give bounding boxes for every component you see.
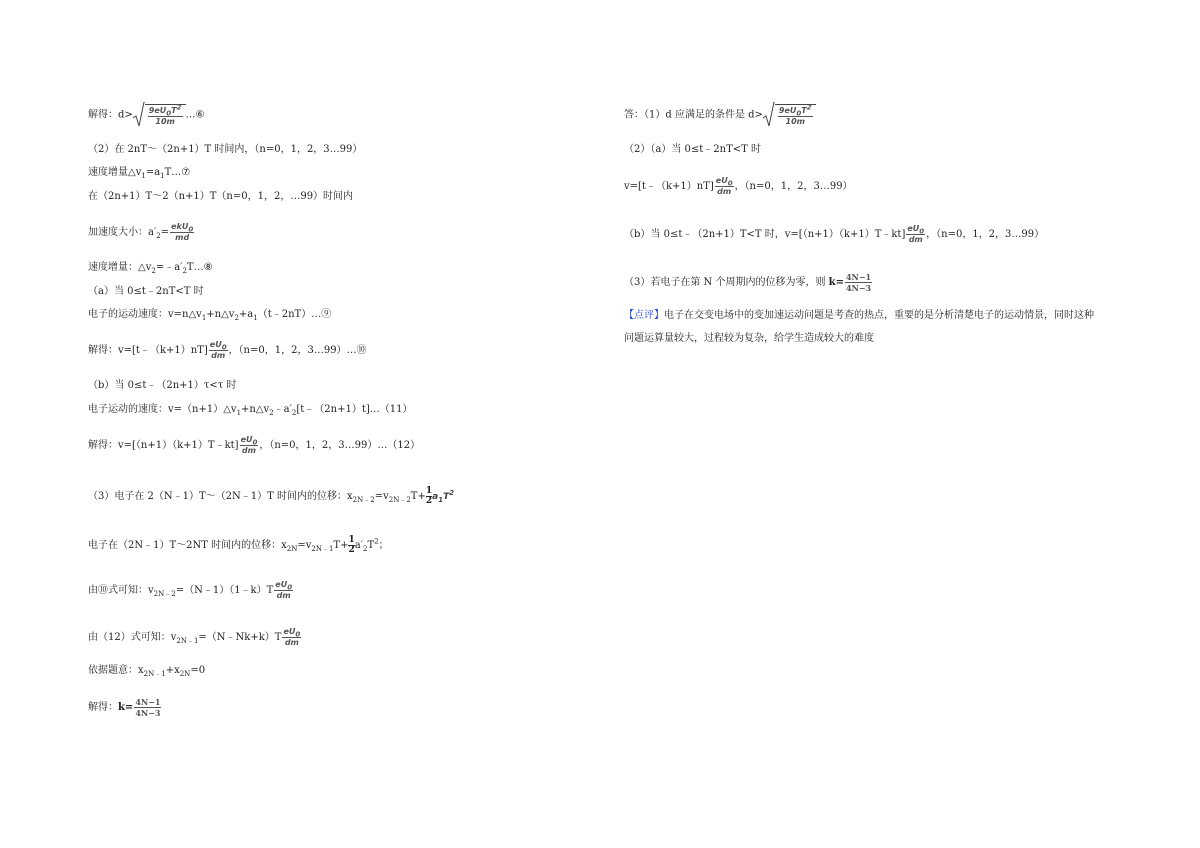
interval-text: 在（2n+1）T～2（n+1）T（n=0，1，2，…99）时间内 (88, 191, 354, 202)
fraction: $\frac{eU_0}{dm}$ (907, 224, 925, 244)
answer-2a: v=[t﹣（k+1）nT] $\frac{eU_0}{dm}$ ，（n=0，1，2，3…99） (624, 176, 853, 196)
equation-7: 速度增量$\triangle v_1=a_1T\dots ⑦$ (88, 167, 191, 180)
step-2-heading: （2）在 2nT～（2n+1）T 时间内，（n=0，1，2，3…99） (88, 144, 363, 155)
fraction: $\frac{4N-1}{4N-3}$ (845, 272, 872, 293)
comment-tag: 【点评】 (624, 310, 664, 321)
velocity-2n-2: 由⑩式可知：$v_{2N﹣2}=(N﹣1)(1﹣k)T$ $\frac{eU_0}{dm}$ (88, 580, 293, 600)
condition-equation: 依据题意：$x_{2N﹣1}+x_{2N}=0$ (88, 665, 206, 678)
one-half: $\frac{1}{2}$ (425, 486, 433, 506)
equation-11: 电子运动的速度：$v=(n+1)\triangle v_1+n\triangle v_2﹣a'_2[t﹣(2n+1)t]\dots(11)$ (88, 404, 413, 417)
comment-line-1: 【点评】电子在交变电场中的变加速运动问题是考查的热点，重要的是分析清楚电子的运动情景，同时这种 (624, 310, 1094, 321)
acceleration-equation: 加速度大小：$a'_2=$ $\frac{ekU_0}{md}$ (88, 222, 194, 242)
equation-8: 速度增量：$\triangle v_2=﹣a'_2T\dots ⑧$ (88, 262, 213, 275)
velocity-2n-1: 由（12）式可知：$v_{2N﹣1}=(N﹣Nk+k)T$ $\frac{eU_0}{dm}$ (88, 627, 301, 647)
case-a-heading: （a）当 0≤t﹣2nT<T 时 (88, 286, 204, 297)
equation-10: 解得：v=[t﹣（k+1）nT] $\frac{eU_0}{dm}$ ，（n=0，1，2，3…99）…⑩ (88, 340, 367, 360)
sqrt-expression: $\frac{9eU_0T^2}{10m}$ (133, 102, 186, 128)
k-result: 解得：k= $\frac{4N-1}{4N-3}$ (88, 697, 161, 718)
equation-12: 解得：v=[（n+1）（k+1）T﹣kt] $\frac{eU_0}{dm}$ ，（n=0，1，2，3…99）…（12） (88, 435, 421, 455)
one-half: $\frac{1}{2}$ (348, 535, 355, 555)
answer-2a-heading: （2）（a）当 0≤t﹣2nT<T 时 (624, 144, 761, 155)
answer-2b: （b）当 0≤t﹣（2n+1）T<T 时，v=[（n+1）（k+1）T﹣kt] $\frac{eU_0}{dm}$ ，（n=0，1，2，3…99） (624, 224, 1045, 244)
fraction: $\frac{eU_0}{dm}$ (240, 435, 258, 455)
fraction: $\frac{4N-1}{4N-3}$ (135, 697, 161, 718)
equation-9: 电子的运动速度：$v=n\triangle v_1+n\triangle v_2+a_1(t﹣2nT)\dots ⑨$ (88, 309, 332, 322)
fraction: $\frac{eU_0}{dm}$ (275, 580, 293, 600)
sqrt-expression: $\frac{9eU_0T^2}{10m}$ (763, 102, 816, 128)
displacement-1: （3）电子在 2（N﹣1）T～（2N﹣1）T 时间内的位移：$x_{2N﹣2}=v_{2N﹣2}T+$ $\frac{1}{2}$ $a_1T^2$ (88, 486, 455, 506)
fraction: $\frac{eU_0}{dm}$ (283, 627, 301, 647)
comment-line-2: 问题运算量较大，过程较为复杂，给学生造成较大的难度 (624, 333, 874, 344)
equation-6: 解得：d> $\frac{9eU_0T^2}{10m}$ …⑥ (88, 102, 204, 128)
answer-3: （3）若电子在第 N 个周期内的位移为零，则 k= $\frac{4N-1}{4N-3}$ (624, 272, 872, 293)
fraction: $\frac{eU_0}{dm}$ (715, 176, 733, 196)
fraction: $\frac{ekU_0}{md}$ (171, 222, 194, 242)
case-b-heading: （b）当 0≤t﹣（2n+1）τ<τ 时 (88, 380, 237, 391)
radical-sign (763, 102, 775, 128)
displacement-2: 电子在（2N﹣1）T～2NT 时间内的位移：$x_{2N}=v_{2N﹣1}T+$ $\frac{1}{2}$ $a'_2T^2$； (88, 535, 389, 555)
radical-sign (133, 102, 145, 128)
fraction: $\frac{eU_0}{dm}$ (209, 340, 227, 360)
answer-1: 答：（1）d 应满足的条件是 d> $\frac{9eU_0T^2}{10m}$ (624, 102, 816, 128)
